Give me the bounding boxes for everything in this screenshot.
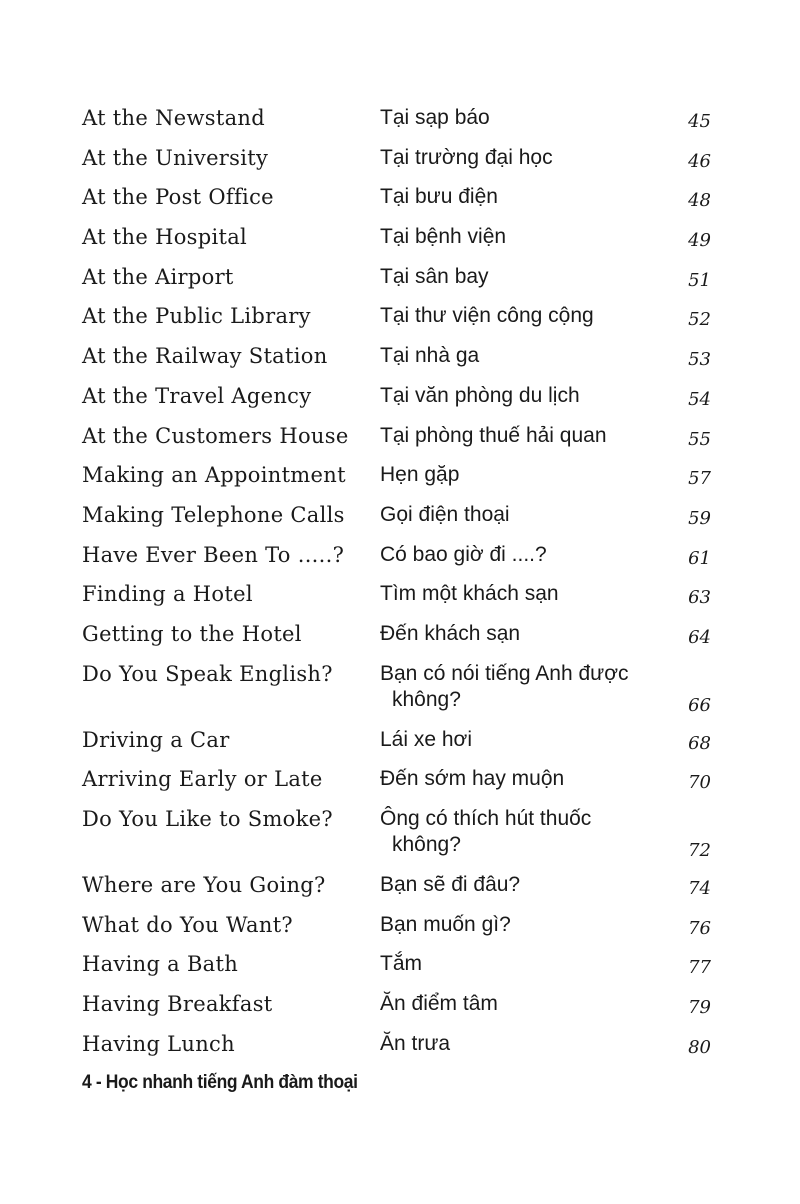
toc-row (0, 867, 800, 907)
page-footer: 4 - Học nhanh tiếng Anh đàm thoại (82, 1072, 358, 1093)
toc-title-english: Making an Appointment (82, 463, 346, 488)
toc-title-english: At the Newstand (82, 106, 265, 130)
toc-title-vietnamese (380, 259, 670, 295)
toc-title-english: At the Travel Agency (82, 383, 312, 408)
toc-row (0, 418, 800, 458)
toc-row (0, 497, 800, 537)
toc-title-vietnamese-line: Tại sân bay (380, 264, 489, 288)
toc-page-number: 76 (688, 917, 711, 939)
toc-row (0, 986, 800, 1026)
toc-title-vietnamese-line: Ông có thích hút thuốc (380, 807, 592, 830)
toc-title-english: Getting to the Hotel (82, 621, 302, 646)
toc-title-vietnamese (380, 537, 670, 573)
toc-title-english: Having a Bath (82, 952, 239, 977)
toc-title-vietnamese (380, 497, 670, 533)
toc-title-vietnamese-line: Ăn điểm tâm (380, 992, 498, 1016)
toc-page-number: 48 (688, 190, 711, 212)
toc-title-vietnamese-line: Lái xe hơi (380, 727, 472, 751)
toc-row (0, 457, 800, 497)
toc-page-number: 64 (688, 626, 711, 648)
toc-title-english: At the University (82, 145, 269, 170)
toc-title-vietnamese-line: Tại thư viện công cộng (380, 304, 594, 328)
toc-row (0, 140, 800, 180)
toc-title-english: Do You Like to Smoke? (82, 807, 333, 831)
toc-title-vietnamese (380, 907, 670, 943)
toc-row (0, 761, 800, 801)
toc-row (0, 537, 800, 577)
toc-page-number: 77 (688, 957, 711, 979)
toc-title-vietnamese (380, 1026, 670, 1062)
toc-title-vietnamese-line: Đến khách sạn (380, 621, 521, 645)
toc-page-number: 63 (688, 587, 711, 609)
toc-title-vietnamese (380, 338, 670, 374)
toc-row (0, 656, 800, 722)
toc-page-number: 70 (688, 772, 711, 794)
toc-page-number: 59 (688, 507, 711, 529)
toc-page-number: 68 (688, 732, 711, 754)
toc-title-vietnamese (380, 722, 670, 758)
table-of-contents (0, 100, 800, 1065)
toc-title-english: At the Hospital (82, 225, 248, 250)
toc-title-vietnamese-line: Tại văn phòng du lịch (380, 383, 580, 407)
toc-page-number: 57 (688, 468, 711, 490)
toc-title-vietnamese-line: Tại bệnh viện (380, 225, 507, 249)
toc-title-english: At the Customers House (82, 423, 349, 448)
toc-title-english: Where are You Going? (82, 873, 326, 897)
toc-title-english: Making Telephone Calls (82, 502, 345, 527)
toc-title-vietnamese-line: Bạn sẽ đi đâu? (380, 873, 521, 896)
toc-title-vietnamese-line: Tại sạp báo (380, 106, 490, 129)
toc-page-number: 55 (688, 428, 711, 450)
toc-title-english: At the Railway Station (82, 344, 328, 369)
toc-row (0, 722, 800, 762)
toc-title-vietnamese (380, 946, 670, 982)
toc-title-vietnamese-line: Tại bưu điện (380, 185, 498, 209)
toc-row (0, 378, 800, 418)
toc-page-number: 49 (688, 230, 711, 252)
toc-row (0, 576, 800, 616)
toc-page-number: 79 (688, 997, 711, 1019)
toc-title-vietnamese (380, 457, 670, 493)
toc-page-number: 52 (688, 309, 711, 331)
toc-row (0, 259, 800, 299)
toc-title-vietnamese-line: Bạn có nói tiếng Anh được (380, 661, 629, 685)
toc-title-vietnamese (380, 100, 670, 136)
toc-page-number: 53 (688, 349, 711, 371)
toc-title-vietnamese-line-2: không? (392, 687, 461, 711)
toc-row (0, 179, 800, 219)
toc-page-number: 80 (688, 1036, 711, 1058)
toc-title-english: At the Post Office (82, 185, 274, 210)
toc-row (0, 338, 800, 378)
toc-title-vietnamese (380, 140, 670, 176)
toc-page-number: 66 (688, 694, 711, 716)
toc-title-vietnamese (380, 418, 670, 454)
toc-row (0, 298, 800, 338)
toc-title-english: At the Airport (82, 264, 234, 289)
toc-title-vietnamese-line: Tại nhà ga (380, 344, 480, 368)
toc-title-vietnamese-line: Ăn trưa (380, 1031, 451, 1055)
toc-title-vietnamese-line: Có bao giờ đi ....? (380, 542, 547, 566)
toc-page-number: 61 (688, 547, 711, 569)
toc-title-vietnamese-line: Tại trường đại học (380, 145, 553, 169)
toc-row (0, 801, 800, 867)
toc-title-vietnamese (380, 801, 670, 859)
toc-page-number: 45 (688, 111, 711, 132)
toc-title-vietnamese (380, 219, 670, 255)
toc-title-vietnamese (380, 867, 670, 903)
toc-title-vietnamese-line: Tìm một khách sạn (380, 582, 559, 606)
toc-title-vietnamese-line: Bạn muốn gì? (380, 912, 511, 936)
toc-row (0, 1026, 800, 1066)
toc-page-number: 51 (688, 269, 711, 291)
toc-title-vietnamese (380, 761, 670, 797)
toc-page-number: 74 (688, 878, 711, 899)
toc-title-english: Do You Speak English? (82, 661, 333, 686)
toc-title-vietnamese-line: Hẹn gặp (380, 463, 460, 487)
toc-title-english: Arriving Early or Late (82, 767, 323, 792)
toc-row (0, 219, 800, 259)
toc-title-vietnamese (380, 576, 670, 612)
toc-title-english: At the Public Library (82, 304, 311, 329)
toc-title-vietnamese (380, 986, 670, 1022)
toc-title-english: Finding a Hotel (82, 582, 253, 607)
toc-page-number: 72 (688, 840, 711, 861)
toc-title-english: Having Breakfast (82, 992, 273, 1017)
toc-title-vietnamese (380, 656, 670, 714)
toc-title-vietnamese (380, 378, 670, 414)
toc-row (0, 616, 800, 656)
toc-title-vietnamese-line: Tại phòng thuế hải quan (380, 423, 607, 447)
toc-title-english: Have Ever Been To .....? (82, 542, 345, 567)
toc-page-number: 46 (688, 150, 711, 172)
toc-row (0, 946, 800, 986)
toc-row (0, 907, 800, 947)
toc-title-english: What do You Want? (82, 912, 293, 937)
toc-page-number: 54 (688, 388, 711, 410)
toc-title-vietnamese (380, 616, 670, 652)
toc-row (0, 100, 800, 140)
toc-title-vietnamese-line: Đến sớm hay muộn (380, 767, 565, 791)
toc-title-english: Driving a Car (82, 727, 230, 752)
toc-title-english: Having Lunch (82, 1031, 235, 1056)
toc-title-vietnamese-line-2: không? (392, 833, 461, 856)
toc-title-vietnamese (380, 179, 670, 215)
toc-title-vietnamese-line: Gọi điện thoại (380, 502, 510, 526)
toc-title-vietnamese (380, 298, 670, 334)
toc-title-vietnamese-line: Tắm (380, 952, 422, 976)
